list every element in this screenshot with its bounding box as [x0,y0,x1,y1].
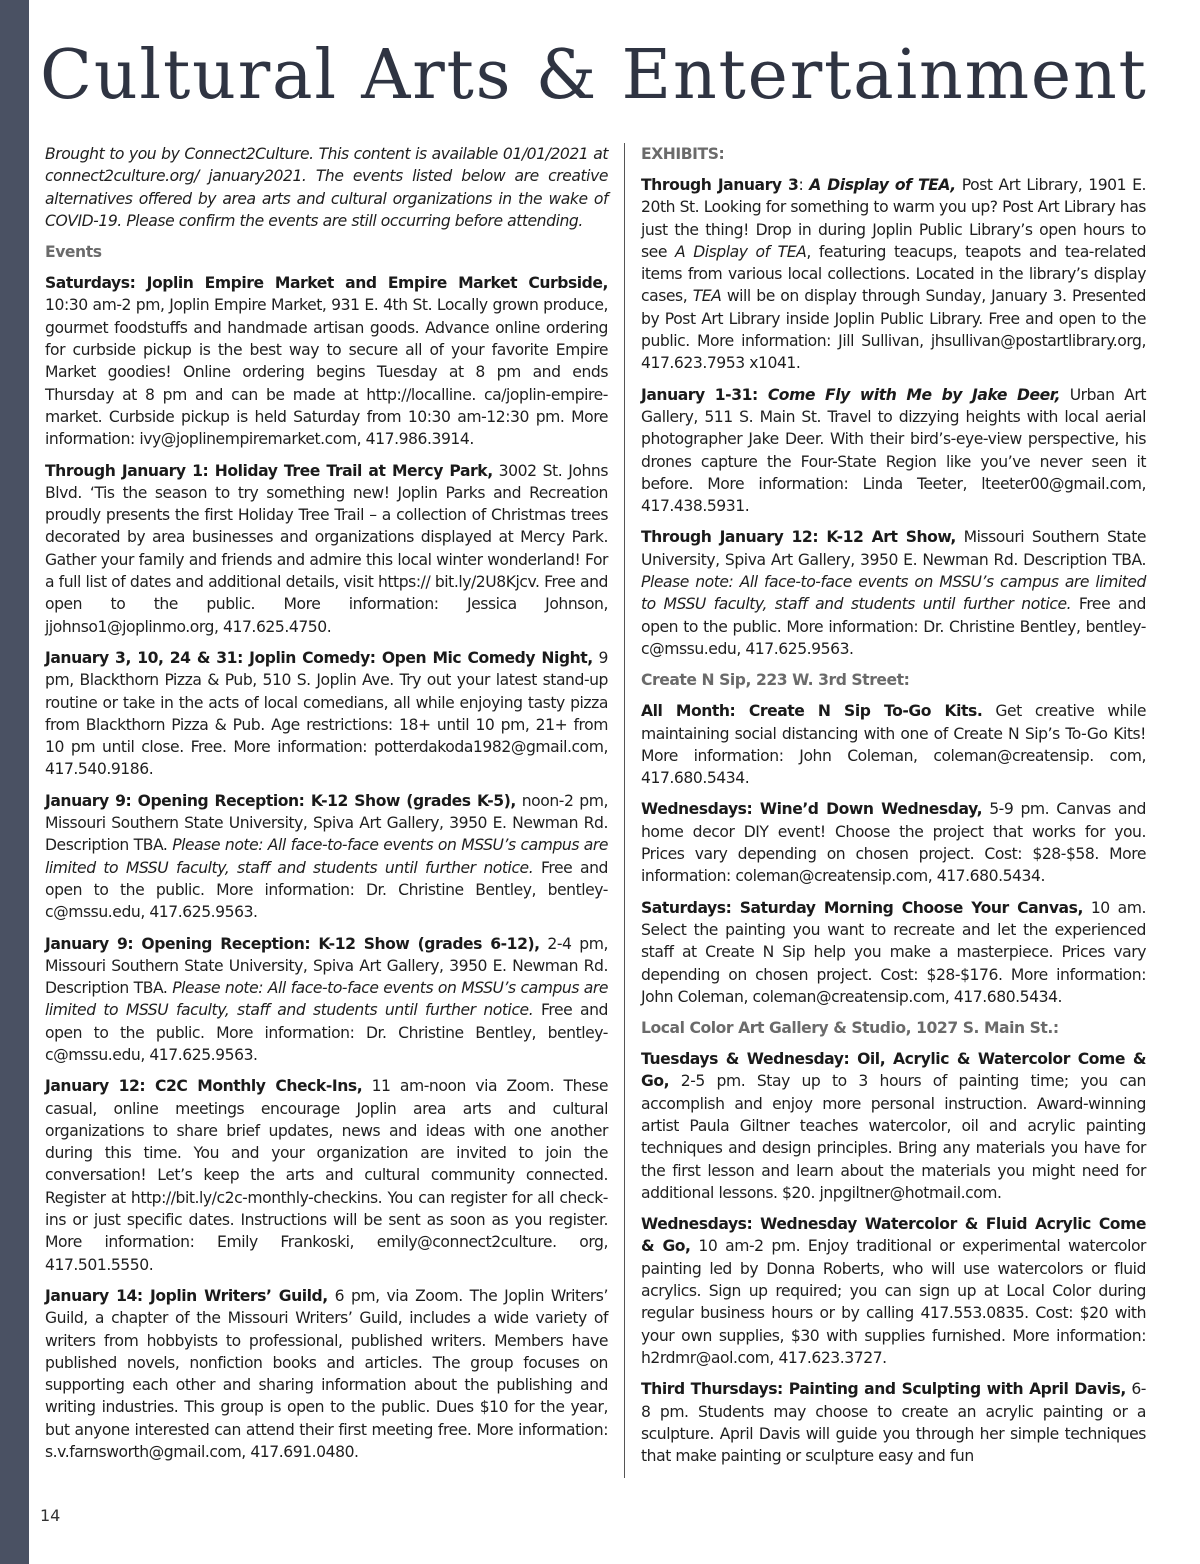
event-title: January 12: C2C Monthly Check-Ins, [45,1077,363,1096]
event-details: 10:30 am-2 pm, Joplin Empire Market, 931 E. 4th St. Locally grown produce, gourmet foodstuffs and handmade artisan goods. Advance online ordering for curbside pickup is the best way to secure all of your favorite Empire Market goodies! Online ordering begins Tuesday at 8 pm and ends Thursday at 8 pm and can be made at http://localline. ca/joplin-empire-market. Curbside pickup is held Saturday from 10:30 am-12:30 pm. More information: ivy@joplinempiremarket.com, 417.986.3914. [45,296,608,449]
event-details: 6-8 pm. Students may choose to create an acrylic painting or a sculpture. April Davis will guide you through her simple techniques that make painting or sculpture easy and fun [641,1380,1146,1466]
event-details: 11 am-noon via Zoom. These casual, online meetings encourage Joplin area arts and cultural organizations to share brief updates, news and ideas with one another during this time. You and your organization are invited to join the conversation! Let’s keep the arts and cultural community connected. Register at http://bit.ly/c2c-monthly-checkins. You can register for all check-ins or just specific dates. Instructions will be sent as soon as you register. More information: Emily Frankoski, emily@connect2culture. org, 417.501.5550. [45,1077,608,1274]
event-title: Third Thursdays: Painting and Sculpting with April Davis, [641,1380,1126,1399]
page-title: Cultural Arts & Entertainment [40,36,1148,115]
exhibit-details: will be on display through Sunday, January 3. Presented by Post Art Library inside Joplin Public Library. Free and open to the public. More information: Jill Sullivan, jhsullivan@postartlibrary.org, 417.623.7953 x1041. [641,287,1146,373]
event-details: 3002 St. Johns Blvd. ‘Tis the season to try something new! Joplin Parks and Recreation proudly presents the first Holiday Tree Trail – a collection of Christmas trees decorated by area businesses and organizations displayed at Mercy Park. Gather your family and friends and admire this local winter wonderland! For a full list of dates and additional details, visit https:// bit.ly/2U8Kjcv. Free and open to the public. More information: Jessica Johnson, jjohnso1@joplinmo.org, 417.625.4750. [45,461,608,636]
event-entry [45,933,608,1067]
event-title: Wednesdays: Wine’d Down Wednesday, [641,800,983,819]
event-entry [45,647,608,781]
exhibit-entry [641,174,1146,375]
event-title: January 14: Joplin Writers’ Guild, [45,1286,328,1305]
exhibit-name-ref: A Display of TEA [674,242,807,261]
exhibit-title: Through January 12: K-12 Art Show, [641,528,956,547]
event-details: 2-4 pm, Missouri Southern State University, Spiva Art Gallery, 3950 E. Newman Rd. Description TBA. [45,934,608,998]
event-entry [45,1285,608,1463]
event-entry [641,1378,1146,1467]
event-entry [641,897,1146,1008]
event-contact: Free and open to the public. More information: Dr. Christine Bentley, bentley-c@mssu.edu, 417.625.9563. [45,1001,608,1064]
exhibit-details: , featuring teacups, teapots and tea-related items from various local collections. Located in the library’s display cases, [641,242,1146,306]
exhibit-date: Through January 3 [641,176,799,194]
event-title: Through January 1: Holiday Tree Trail at Mercy Park, [45,461,493,480]
exhibit-details: Missouri Southern State University, Spiva Art Gallery, 3950 E. Newman Rd. Description TBA. [641,528,1146,569]
exhibit-separator: : [798,176,810,194]
event-details: 10 am-2 pm. Enjoy traditional or experimental watercolor painting led by Donna Roberts, who will use watercolors or fluid acrylics. Sign up required; you can sign up at Local Color during regular business hours or by calling 417.553.0835. Cost: $20 with your own supplies, $30 with supplies furnished. More information: h2rdmr@aol.com, 417.623.3727. [641,1237,1146,1367]
section-heading-local-color: Local Color Art Gallery & Studio, 1027 S. Main St.: [641,1019,1059,1038]
event-note: Please note: All face-to-face events on MSSU’s campus are limited to MSSU faculty, staff and students until further notice. [45,979,608,1020]
exhibit-date: January 1-31: [641,385,768,404]
event-entry [641,1048,1146,1204]
event-title: January 9: Opening Reception: K-12 Show (grades 6-12), [45,934,540,953]
event-details: 10 am. Select the painting you want to recreate and let the experienced staff at Create N Sip help you make a masterpiece. Prices vary depending on chosen project. Cost: $28-$176. More information: John Coleman, coleman@creatensip.com, 417.680.5434. [641,898,1147,1006]
event-entry [45,1075,608,1276]
side-color-bar [0,0,29,1564]
exhibit-contact: Free and open to the public. More information: Dr. Christine Bentley, bentley-c@mssu.edu, 417.625.9563. [641,595,1146,658]
event-title: Wednesdays: Wednesday Watercolor & Fluid Acrylic Come & Go, [641,1215,1146,1256]
exhibit-title: Come Fly with Me by Jake Deer, [767,385,1061,404]
exhibit-details: Post Art Library, 1901 E. 20th St. Looking for something to warm you up? Post Art Library has just the thing! Drop in during Joplin Public Library’s open hours to see [641,176,1146,261]
event-details: 2-5 pm. Stay up to 3 hours of painting time; you can accomplish and enjoy more personal instruction. Award-winning artist Paula Giltner teaches watercolor, oil and acrylic painting techniques and design principles. Bring any materials you have for the first lesson and learn about the materials you might need for additional lessons. $20. jnpgiltner@hotmail.com. [641,1072,1146,1202]
event-title: January 3, 10, 24 & 31: Joplin Comedy: Open Mic Comedy Night, [45,648,593,667]
left-column [45,143,608,1472]
event-entry [641,1213,1146,1369]
right-column [641,143,1146,1476]
intro-paragraph: Brought to you by Connect2Culture. This content is available 01/01/2021 at connect2culture.org/ january2021. The events listed below are creative alternatives offered by area arts and cultural organizations in the wake of COVID-19. Please confirm the events are still occurring before attending. [45,145,608,230]
exhibit-note: Please note: All face-to-face events on MSSU’s campus are limited to MSSU faculty, staff and students until further notice. [641,573,1146,614]
exhibit-name-ref: TEA [692,287,722,306]
event-title: Saturdays: Saturday Morning Choose Your Canvas, [641,898,1083,917]
event-entry [641,798,1146,887]
event-entry [45,272,608,450]
event-title: January 9: Opening Reception: K-12 Show (grades K-5), [45,791,516,810]
event-entry [45,460,608,638]
event-details: 6 pm, via Zoom. The Joplin Writers’ Guild, a chapter of the Missouri Writers’ Guild, includes a wide variety of writers from hobbyists to professional, published writers. Members have published novels, nonfiction books and articles. The group focuses on supporting each other and sharing information about the publishing and writing industries. This group is open to the public. Dues $10 for the year, but anyone interested can attend their first meeting free. More information: s.v.farnsworth@gmail.com, 417.691.0480. [45,1286,608,1462]
event-title: Tuesdays & Wednesday: Oil, Acrylic & Watercolor Come & Go, [641,1050,1146,1091]
event-note: Please note: All face-to-face events on MSSU’s campus are limited to MSSU faculty, staff and students until further notice. [45,836,608,877]
event-entry [641,700,1146,789]
event-contact: Free and open to the public. More information: Dr. Christine Bentley, bentley-c@mssu.edu, 417.625.9563. [45,858,608,922]
event-details: 9 pm, Blackthorn Pizza & Pub, 510 S. Joplin Ave. Try out your latest stand-up routine or take in the acts of local comedians, all while enjoying tasty pizza from Blackthorn Pizza & Pub. Age restrictions: 18+ until 10 pm, 21+ from 10 pm until close. Free. More information: potterdakoda1982@gmail.com, 417.540.9186. [45,648,609,779]
exhibit-entry [641,384,1146,518]
event-details: noon-2 pm, Missouri Southern State University, Spiva Art Gallery, 3950 E. Newman Rd. Description TBA. [45,791,608,855]
event-entry [45,790,608,924]
section-heading-exhibits: EXHIBITS: [641,145,725,163]
column-divider [624,143,625,1478]
event-title: All Month: Create N Sip To-Go Kits. [641,702,983,721]
section-heading-create-n-sip: Create N Sip, 223 W. 3rd Street: [641,671,910,690]
section-heading-events: Events [45,243,102,262]
event-details: Get creative while maintaining social distancing with one of Create N Sip’s To-Go Kits! More information: John Coleman, coleman@creatensip. com, 417.680.5434. [641,702,1147,788]
exhibit-details: Urban Art Gallery, 511 S. Main St. Travel to dizzying heights with local aerial photographer Jake Deer. With their bird’s-eye-view perspective, his drones capture the Four-State Region like you’ve never seen it before. More information: Linda Teeter, lteeter00@gmail.com, 417.438.5931. [641,385,1146,516]
event-title: Saturdays: Joplin Empire Market and Empire Market Curbside, [45,274,608,293]
event-details: 5-9 pm. Canvas and home decor DIY event! Choose the project that works for you. Prices vary depending on chosen project. Cost: $28-$58. More information: coleman@creatensip.com, 417.680.5434. [641,800,1146,886]
page-number: 14 [40,1506,61,1525]
exhibit-title: A Display of TEA, [809,176,956,194]
exhibit-entry [641,526,1146,660]
